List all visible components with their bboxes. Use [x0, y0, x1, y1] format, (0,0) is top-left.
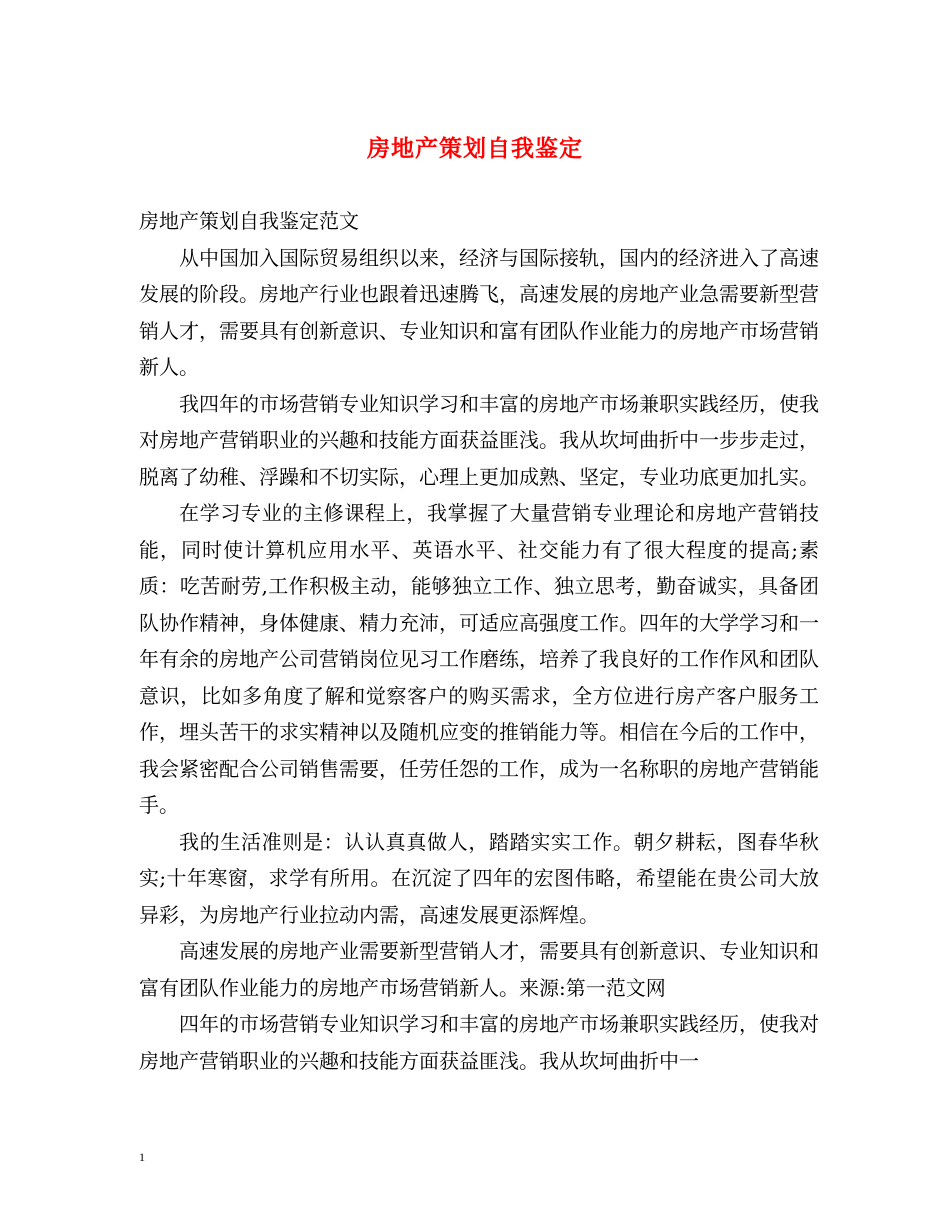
paragraph-3: 在学习专业的主修课程上，我掌握了大量营销专业理论和房地产营销技能，同时使计算机应用水平、英语水平、社交能力有了很大程度的提高;素质：吃苦耐劳,工作积极主动，能够独立工作、独立思考，勤奋诚实，具备团队协作精神，身体健康、精力充沛，可适应高强度工作。四年的大学学习和一年有余的房地产公司营销岗位见习工作磨练，培养了我良好的工作作风和团队意识，比如多角度了解和觉察客户的购买需求，全方位进行房产客户服务工作，埋头苦干的求实精神以及随机应变的推销能力等。相信在今后的工作中，我会紧密配合公司销售需要，任劳任怨的工作，成为一名称职的房地产营销能手。 — [139, 501, 819, 817]
paragraph-1: 从中国加入国际贸易组织以来，经济与国际接轨，国内的经济进入了高速发展的阶段。房地产行业也跟着迅速腾飞，高速发展的房地产业急需要新型营销人才，需要具有创新意识、专业知识和富有团队作业能力的房地产市场营销新人。 — [139, 245, 819, 379]
document-title: 房地产策划自我鉴定 — [367, 135, 583, 162]
page-number: 1 — [139, 1150, 145, 1164]
paragraph-4: 我的生活准则是：认认真真做人，踏踏实实工作。朝夕耕耘，图春华秋实;十年寒窗，求学有所用。在沉淀了四年的宏图伟略，希望能在贵公司大放异彩，为房地产行业拉动内需，高速发展更添辉煌。 — [139, 829, 819, 927]
document-body — [139, 203, 819, 1079]
paragraph-2: 我四年的市场营销专业知识学习和丰富的房地产市场兼职实践经历，使我对房地产营销职业的兴趣和技能方面获益匪浅。我从坎坷曲折中一步步走过，脱离了幼稚、浮躁和不切实际，心理上更加成熟、坚定，专业功底更加扎实。 — [139, 391, 819, 489]
paragraph-5: 高速发展的房地产业需要新型营销人才，需要具有创新意识、专业知识和富有团队作业能力的房地产市场营销新人。来源:第一范文网 — [139, 939, 819, 1000]
document-subtitle: 房地产策划自我鉴定范文 — [139, 209, 359, 233]
paragraph-6: 四年的市场营销专业知识学习和丰富的房地产市场兼职实践经历，使我对房地产营销职业的兴趣和技能方面获益匪浅。我从坎坷曲折中一 — [139, 1012, 819, 1073]
